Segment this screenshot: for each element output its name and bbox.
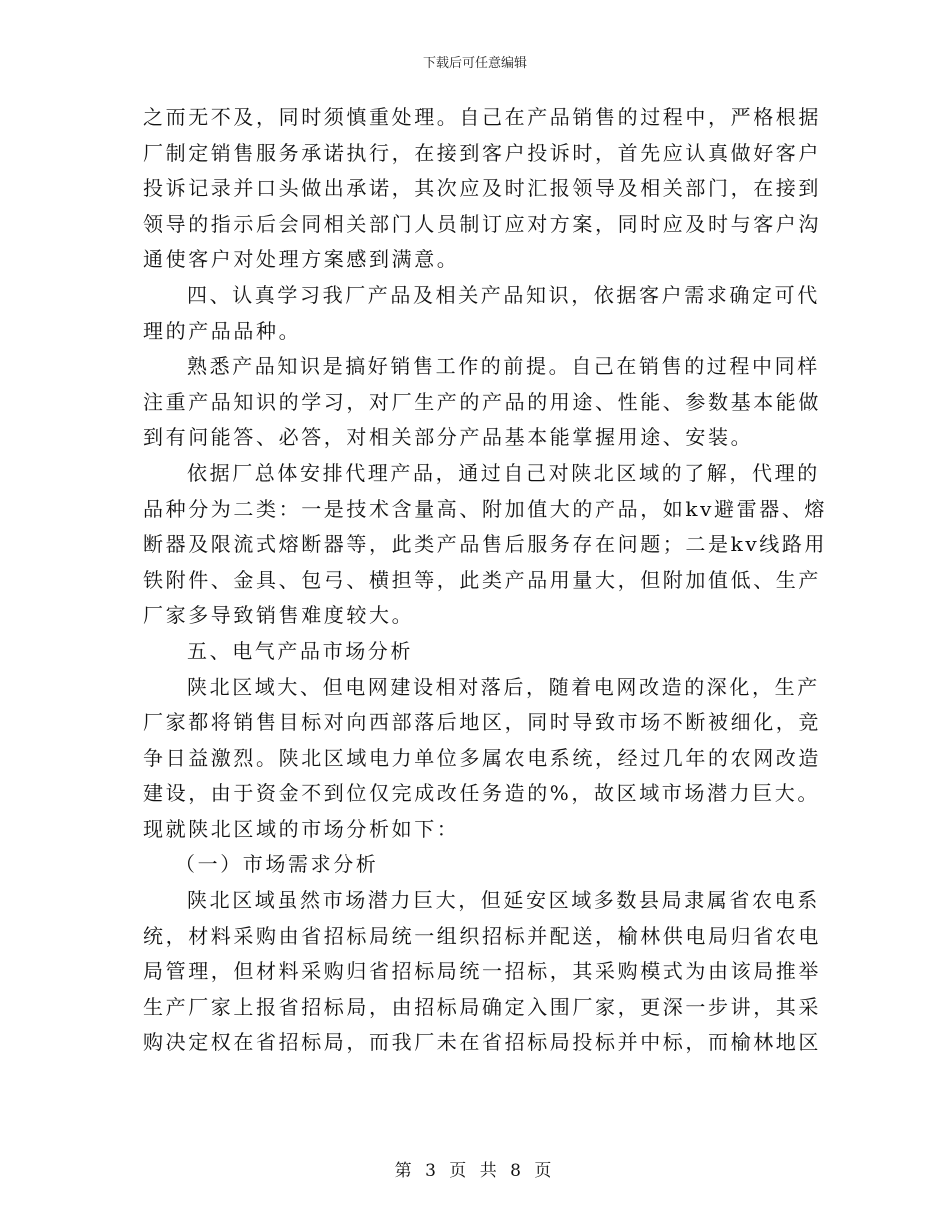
paragraph-line: 品种分为二类：一是技术含量高、附加值大的产品，如kv避雷器、熔 [143,496,828,521]
paragraph-line: 现就陕北区域的市场分析如下： [143,816,460,841]
paragraph-line: 通使客户对处理方案感到满意。 [143,247,460,272]
paragraph-line: 局管理，但材料采购归省招标局统一招标，其采购模式为由该局推举 [143,959,821,984]
paragraph-line: 五、电气产品市场分析 [187,638,413,663]
paragraph-line: 争日益激烈。陕北区域电力单位多属农电系统，经过几年的农网改造 [143,745,821,770]
paragraph-line: 陕北区域大、但电网建设相对落后，随着电网改造的深化，生产 [187,674,820,699]
page-header: 下载后可任意编辑 [422,56,527,71]
paragraph-line: 到有问能答、必答，对相关部分产品基本能掌握用途、安装。 [143,425,754,450]
paragraph-line: 厂家都将销售目标对向西部落后地区，同时导致市场不断被细化，竞 [143,710,821,735]
paragraph-line: 领导的指示后会同相关部门人员制订应对方案，同时应及时与客户沟 [143,211,821,236]
paragraph-line: 理的产品品种。 [143,318,302,343]
paragraph-line: 断器及限流式熔断器等，此类产品售后服务存在问题；二是kv线路用 [143,532,828,557]
document-body [143,100,828,1061]
paragraph-line: 铁附件、金具、包弓、横担等，此类产品用量大，但附加值低、生产 [143,567,821,592]
paragraph-line: 生产厂家上报省招标局，由招标局确定入围厂家，更深一步讲，其采 [143,994,821,1019]
paragraph-line: 四、认真学习我厂产品及相关产品知识，依据客户需求确定可代 [187,282,820,307]
page-footer: 第 3 页 共 8 页 [394,1161,556,1181]
paragraph-line: 熟悉产品知识是搞好销售工作的前提。自己在销售的过程中同样 [187,354,820,379]
paragraph-line: 投诉记录并口头做出承诺，其次应及时汇报领导及相关部门，在接到 [143,176,821,201]
paragraph-line: 之而无不及，同时须慎重处理。自己在产品销售的过程中，严格根据 [143,105,821,129]
paragraph-line: （一）市场需求分析 [175,852,379,877]
paragraph-line: 陕北区域虽然市场潜力巨大，但延安区域多数县局隶属省农电系 [187,888,820,913]
paragraph-line: 依据厂总体安排代理产品，通过自己对陕北区域的了解，代理的 [187,460,820,485]
paragraph-line: 购决定权在省招标局，而我厂未在省招标局投标并中标，而榆林地区 [143,1030,821,1055]
paragraph-line: 注重产品知识的学习，对厂生产的产品的用途、性能、参数基本能做 [143,389,821,414]
paragraph-line: 建设，由于资金不到位仅完成改任务造的%，故区域市场潜力巨大。 [143,781,821,806]
paragraph-line: 统，材料采购由省招标局统一组织招标并配送，榆林供电局归省农电 [143,923,821,948]
paragraph-line: 厂制定销售服务承诺执行，在接到客户投诉时，首先应认真做好客户 [143,140,821,165]
paragraph-line: 厂家多导致销售难度较大。 [143,603,415,628]
